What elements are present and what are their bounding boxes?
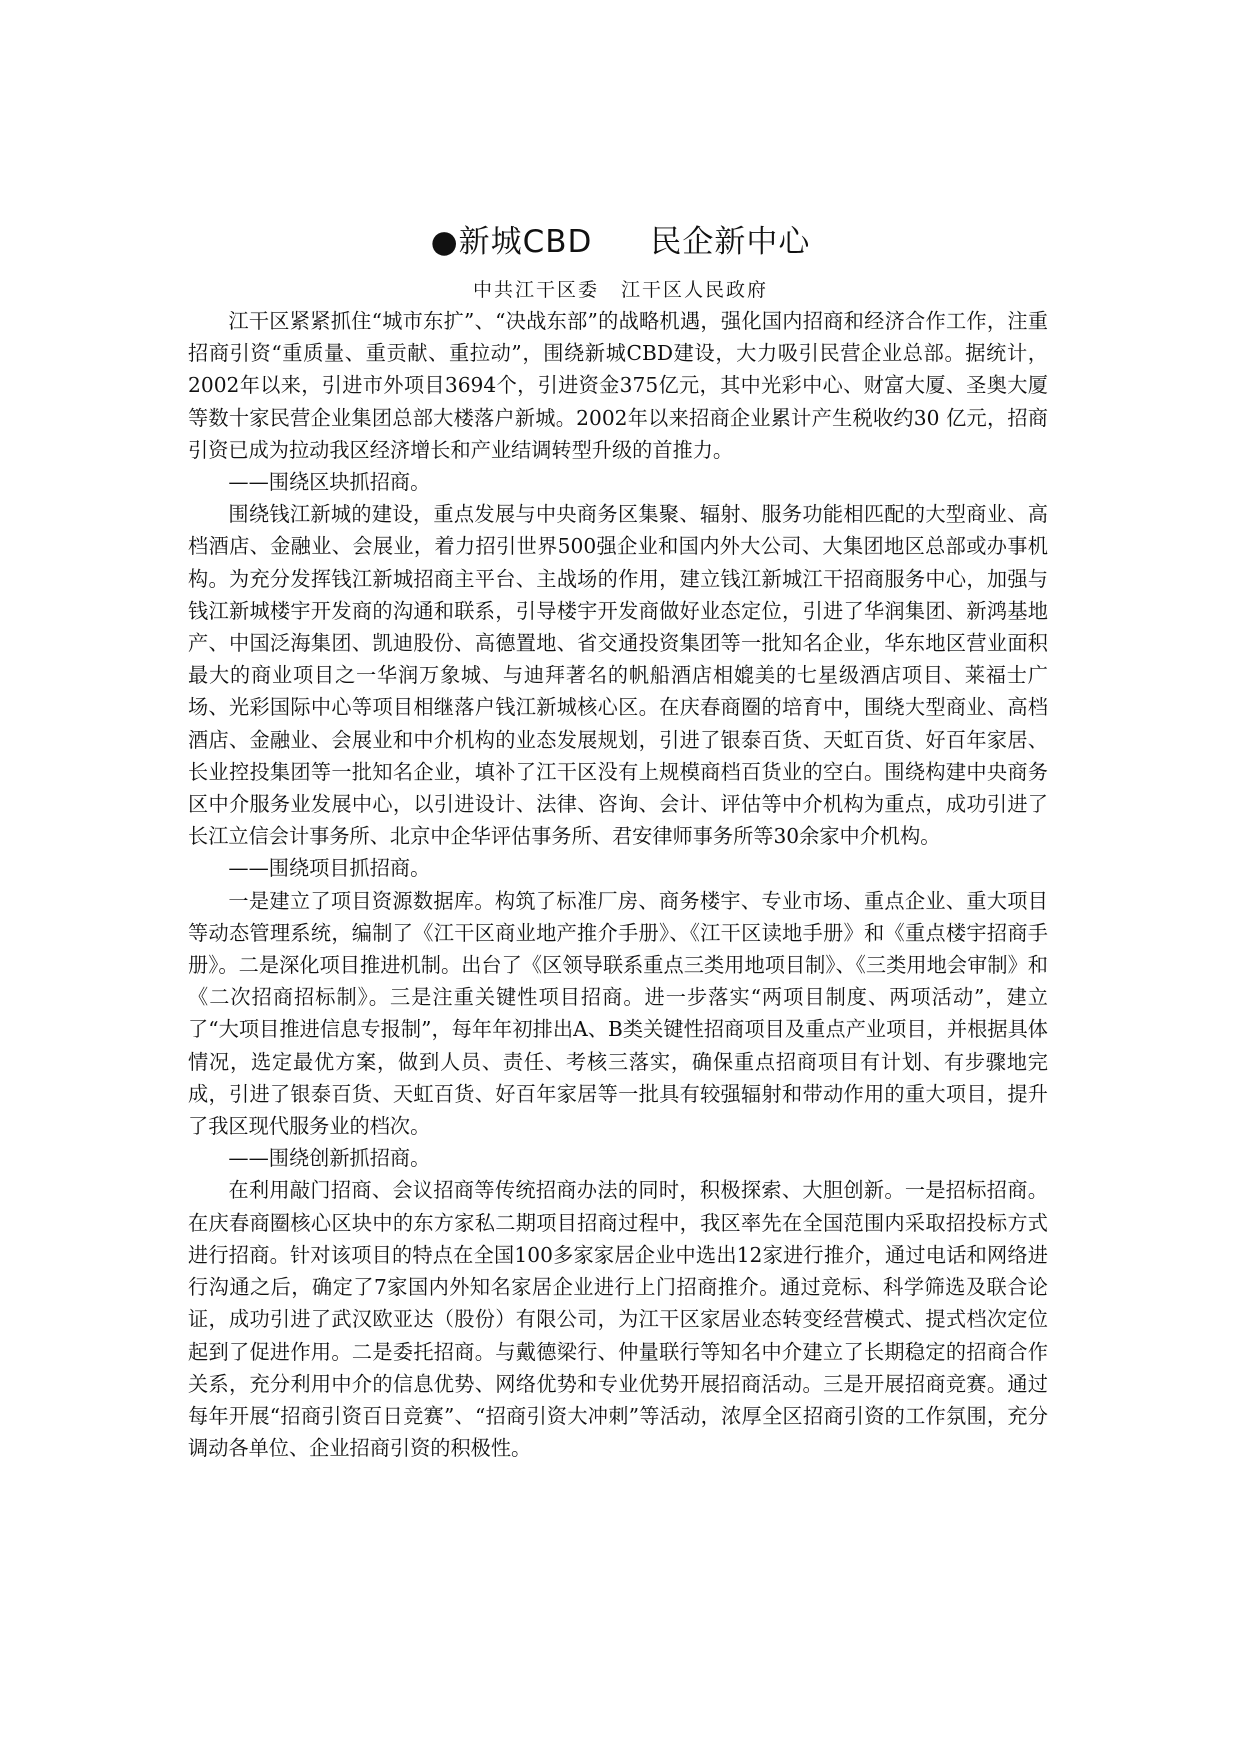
page-title: [0, 218, 1241, 266]
paragraph-projects: 一是建立了项目资源数据库。构筑了标准厂房、商务楼宇、专业市场、重点企业、重大项目等动态管理系统，编制了《江干区商业地产推介手册》、《江干区读地手册》和《重点楼宇招商手册》。二是深化项目推进机制。出台了《区领导联系重点三类用地项目制》、《三类用地会审制》和《二次招商招标制》。三是注重关键性项目招商。进一步落实“两项目制度、两项活动”，建立了“大项目推进信息专报制”，每年年初排出A、B类关键性招商项目及重点产业项目，并根据具体情况，选定最优方案，做到人员、责任、考核三落实，确保重点招商项目有计划、有步骤地完成，引进了银泰百货、天虹百货、好百年家居等一批具有较强辐射和带动作用的重大项目，提升了我区现代服务业的档次。: [188, 888, 1048, 1139]
section-heading-blocks: ——围绕区块抓招商。: [228, 470, 431, 495]
byline-org-2: 江干区人民政府: [621, 279, 769, 301]
title-left: ●新城CBD: [430, 224, 593, 260]
paragraph-intro: 江干区紧紧抓住“城市东扩”、“决战东部”的战略机遇，强化国内招商和经济合作工作，注重招商引资“重质量、重贡献、重拉动”，围绕新城CBD建设，大力吸引民营企业总部。据统计，2002年以来，引进市外项目3694个，引进资金375亿元，其中光彩中心、财富大厦、圣奥大厦等数十家民营企业集团总部大楼落户新城。2002年以来招商企业累计产生税收约30 亿元，招商引资已成为拉动我区经济增长和产业结调转型升级的首推力。: [188, 309, 1048, 462]
paragraph-blocks: 围绕钱江新城的建设，重点发展与中央商务区集聚、辐射、服务功能相匹配的大型商业、高档酒店、金融业、会展业，着力招引世界500强企业和国内外大公司、大集团地区总部或办事机构。为充分发挥钱江新城招商主平台、主战场的作用，建立钱江新城江干招商服务中心，加强与钱江新城楼宇开发商的沟通和联系，引导楼宇开发商做好业态定位，引进了华润集团、新鸿基地产、中国泛海集团、凯迪股份、高德置地、省交通投资集团等一批知名企业，华东地区营业面积最大的商业项目之一华润万象城、与迪拜著名的帆船酒店相媲美的七星级酒店项目、莱福士广场、光彩国际中心等项目相继落户钱江新城核心区。在庆春商圈的培育中，围绕大型商业、高档酒店、金融业、会展业和中介机构的业态发展规划，引进了银泰百货、天虹百货、好百年家居、长业控投集团等一批知名企业，填补了江干区没有上规模商档百货业的空白。围绕构建中央商务区中介服务业发展中心，以引进设计、法律、咨询、会计、评估等中介机构为重点，成功引进了长江立信会计事务所、北京中企华评估事务所、君安律师事务所等30余家中介机构。: [188, 502, 1048, 849]
title-right: 民企新中心: [650, 224, 811, 260]
section-heading-innovation: ——围绕创新抓招商。: [228, 1146, 431, 1171]
byline: [0, 276, 1241, 304]
article-body: [188, 305, 1048, 1464]
section-heading-projects: ——围绕项目抓招商。: [228, 856, 431, 881]
byline-org-1: 中共江干区委: [472, 279, 599, 301]
paragraph-innovation: 在利用敲门招商、会议招商等传统招商办法的同时，积极探索、大胆创新。一是招标招商。在庆春商圈核心区块中的东方家私二期项目招商过程中，我区率先在全国范围内采取招投标方式进行招商。针对该项目的特点在全国100多家家居企业中选出12家进行推介，通过电话和网络进行沟通之后，确定了7家国内外知名家居企业进行上门招商推介。通过竞标、科学筛选及联合论证，成功引进了武汉欧亚达（股份）有限公司，为江干区家居业态转变经营模式、提式档次定位起到了促进作用。二是委托招商。与戴德梁行、仲量联行等知名中介建立了长期稳定的招商合作关系，充分利用中介的信息优势、网络优势和专业优势开展招商活动。三是开展招商竞赛。通过每年开展“招商引资百日竞赛”、“招商引资大冲刺”等活动，浓厚全区招商引资的工作氛围，充分调动各单位、企业招商引资的积极性。: [188, 1178, 1048, 1461]
